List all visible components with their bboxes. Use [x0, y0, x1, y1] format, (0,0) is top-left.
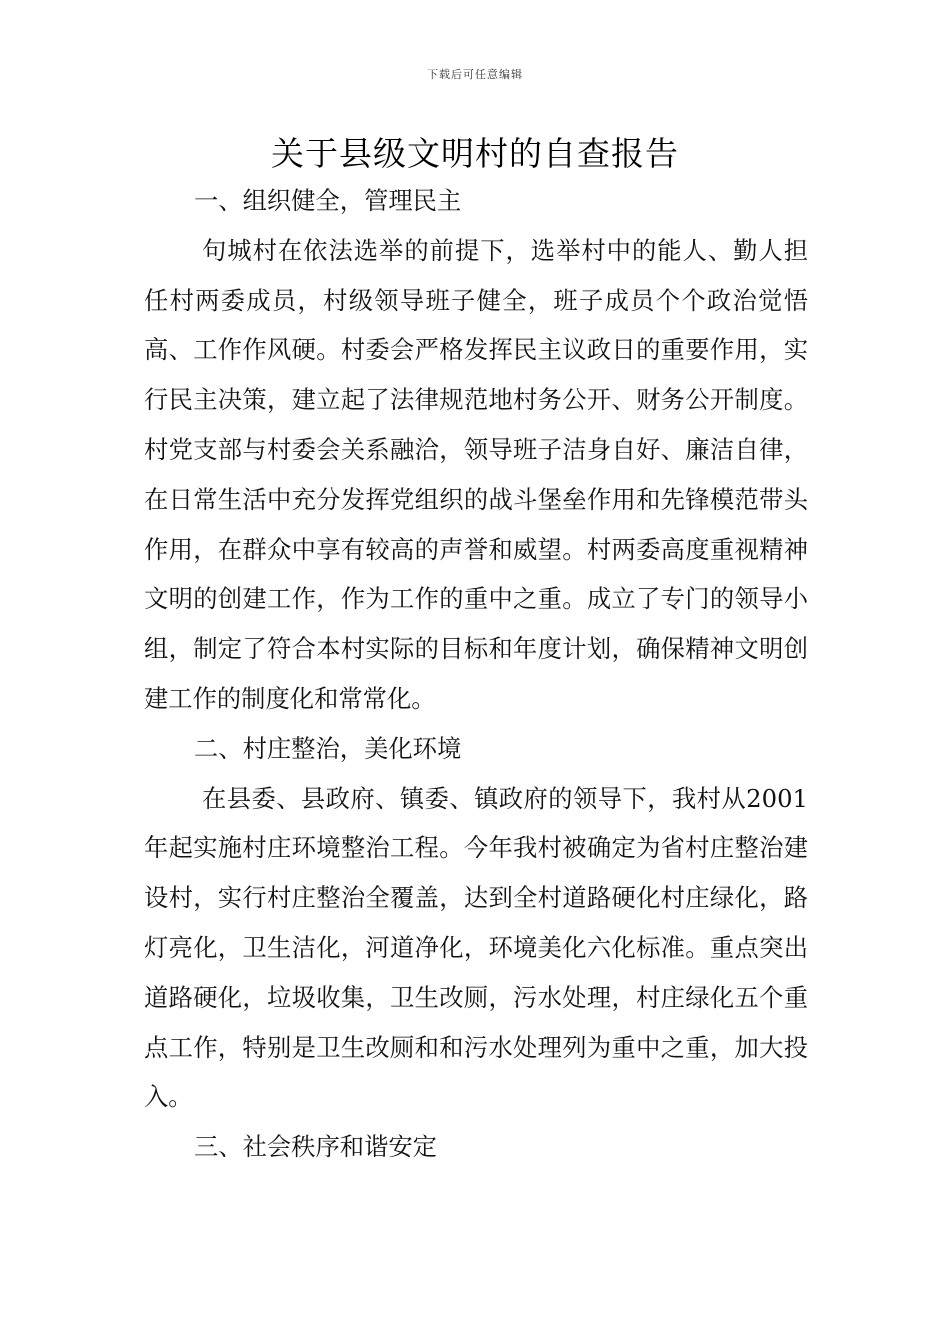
document-title: 关于县级文明村的自查报告: [271, 134, 679, 173]
document-body: [144, 176, 808, 1172]
section-heading-1: 一、组织健全，管理民主: [194, 186, 462, 215]
section-paragraph-2: 在县委、县政府、镇委、镇政府的领导下，我村从2001年起实施村庄环境整治工程。今年我村被确定为省村庄整治建设村，实行村庄整治全覆盖，达到全村道路硬化村庄绿化，路灯亮化，卫生洁化，河道净化，环境美化六化标准。重点突出道路硬化，垃圾收集，卫生改厕，污水处理，村庄绿化五个重点工作，特别是卫生改厕和和污水处理列为重中之重，加大投入。: [144, 783, 808, 1112]
header-note: 下载后可任意编辑: [427, 68, 523, 81]
section-heading-2: 二、村庄整治，美化环境: [194, 733, 462, 763]
section-heading-3: 三、社会秩序和谐安定: [194, 1132, 437, 1162]
section-paragraph-1: 句城村在依法选举的前提下，选举村中的能人、勤人担任村两委成员，村级领导班子健全，班子成员个个政治觉悟高、工作作风硬。村委会严格发挥民主议政日的重要作用，实行民主决策，建立起了法律规范地村务公开、财务公开制度。村党支部与村委会关系融洽，领导班子洁身自好、廉洁自律，在日常生活中充分发挥党组织的战斗堡垒作用和先锋模范带头作用，在群众中享有较高的声誉和威望。村两委高度重视精神文明的创建工作，作为工作的重中之重。成立了专门的领导小组，制定了符合本村实际的目标和年度计划，确保精神文明创建工作的制度化和常常化。: [144, 235, 808, 713]
